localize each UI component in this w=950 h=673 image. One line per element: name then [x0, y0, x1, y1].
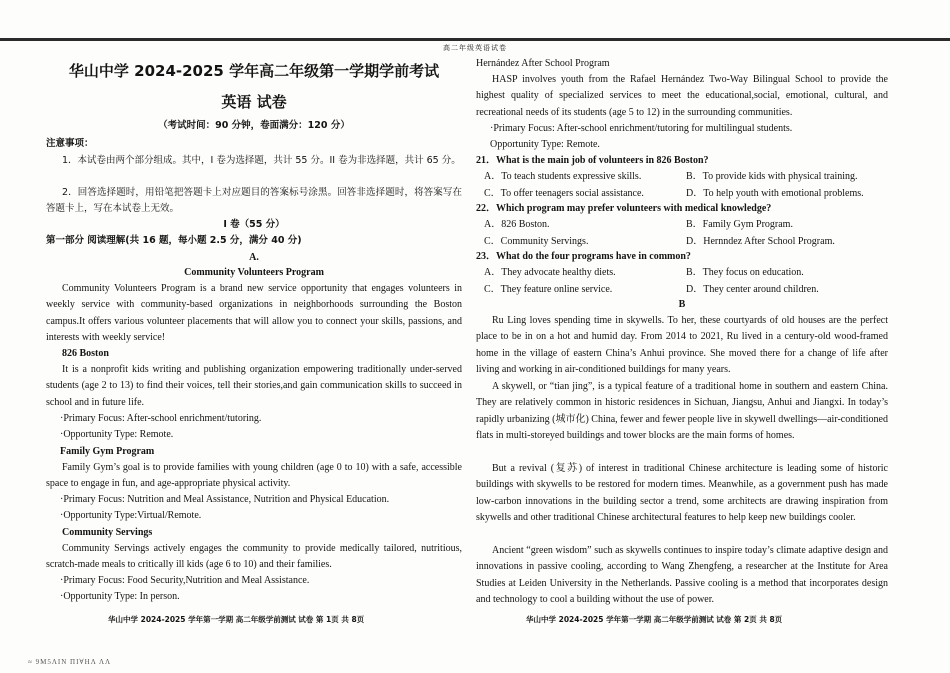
question-22 — [476, 201, 888, 250]
org-hernandez-type: Opportunity Type: Remote. — [490, 139, 600, 150]
passage-b-para-3: But a revival (复苏) of interest in traditional Chinese architecture is leading some of historic buildings with skywells to be restored for modern times. Meanwhile, as a government push has made low-carbon innovations in the building sector a trend, some architects are drawing inspiration from skywells and other traditional Chinese architectural features to help keep new buildings cooler. — [476, 463, 888, 524]
org-community-servings-heading: Community Servings — [62, 527, 153, 538]
question-23 — [476, 249, 888, 298]
option-d[interactable]: D．Hernndez After School Program. — [686, 235, 835, 247]
option-a[interactable]: A．To teach students expressive skills. — [484, 171, 642, 183]
page-footer-2: 华山中学 2024-2025 学年第一学期 高二年级学前测试 试卷 第 2页 共 8页 — [526, 615, 783, 624]
question-23-options-row2 — [476, 282, 888, 298]
question-21-stem: 21．What is the main job of volunteers in 826 Boston? — [476, 155, 709, 166]
passage-b-para-4: Ancient “green wisdom” such as skywells continues to inspire today’s climate adaptive design and innovations in passive cooling, according to Wang Zhengfeng, a researcher at the Institute for Area Studies at Leiden University in the Netherlands. Passive cooling is a method that incorporates design and technology to cool a building without the use of power. — [476, 545, 888, 606]
org-family-gym-heading: Family Gym Program — [60, 446, 155, 457]
question-22-stem: 22．Which program may prefer volunteers with medical knowledge? — [476, 203, 772, 214]
org-community-servings-type: ·Opportunity Type: In person. — [60, 591, 180, 602]
option-a[interactable]: A．826 Boston. — [484, 219, 550, 231]
org-hernandez-heading: Hernández After School Program — [476, 58, 610, 69]
option-c[interactable]: C．Community Servings. — [484, 235, 589, 247]
passage-title: Community Volunteers Program — [184, 267, 324, 278]
option-d[interactable]: D．To help youth with emotional problems. — [686, 187, 864, 199]
scan-artifact-text: ≈ 9M5ΛΙΝ ΠΙ∀ΗΛ ΛΛ — [28, 658, 112, 666]
org-community-servings-focus: ·Primary Focus: Food Security,Nutrition and Meal Assistance. — [60, 575, 310, 586]
option-a[interactable]: A．They advocate healthy diets. — [484, 267, 616, 279]
section-title: I 卷（55 分） — [223, 219, 285, 230]
question-23-stem: 23．What do the four programs have in common? — [476, 251, 691, 262]
org-826-boston-type: ·Opportunity Type: Remote. — [60, 429, 174, 440]
org-family-gym-desc: Family Gym’s goal is to provide families with young children (age 0 to 10) with a safe, accessible space to engage in fun, and age-appropriate physical activity. — [46, 462, 462, 490]
option-b[interactable]: B．To provide kids with physical training. — [686, 171, 858, 183]
option-c[interactable]: C．They feature online service. — [484, 283, 613, 295]
org-family-gym-focus: ·Primary Focus: Nutrition and Meal Assistance, Nutrition and Physical Education. — [60, 494, 390, 505]
passage-intro: Community Volunteers Program is a brand new service opportunity that engages volunteers in weekly service with community-based organizations in neighborhoods surrounding the Boston campus.It offers various volunteer placements that will allow you to connect your skills, passions, and interests with weekly service! — [46, 283, 462, 344]
notice-title: 注意事项： — [46, 138, 94, 149]
page-footer-1: 华山中学 2024-2025 学年第一学期 高二年级学前测试 试卷 第 1页 共 8页 — [108, 615, 365, 624]
question-22-options-row1 — [476, 217, 888, 233]
option-b[interactable]: B．Family Gym Program. — [686, 219, 793, 231]
scan-edge — [0, 38, 950, 41]
passage-b-para-2: A skywell, or “tian jing”, is a typical feature of a traditional home in southern and eastern China. They are relatively common in historic residences in Sichuan, Jiangsu, Anhui and Jiangxi. In today’s rapidly urbanizing (城市化) China, fewer and fewer people live in skywell dwellings—air-conditioned flats in multi-storeyed buildings and tower blocks are the main forms of homes. — [476, 381, 888, 442]
part-title: 第一部分 阅读理解(共 16 题，每小题 2.5 分，满分 40 分) — [46, 235, 302, 246]
top-header-label: 高二年级英语试卷 — [443, 44, 507, 52]
exam-subject: 英语 试卷 — [221, 93, 287, 111]
option-c[interactable]: C．To offer teenagers social assistance. — [484, 187, 644, 199]
org-family-gym-type: ·Opportunity Type:Virtual/Remote. — [60, 510, 202, 521]
passage-letter: A. — [249, 252, 259, 263]
option-b[interactable]: B．They focus on education. — [686, 267, 804, 279]
passage-b-letter: B — [678, 299, 686, 310]
org-826-boston-heading: 826 Boston — [62, 348, 109, 359]
notice-item-2: 2．回答选择题时，用铅笔把答题卡上对应题目的答案标号涂黑。回答非选择题时，将答案写在答题卡上，写在本试卷上无效。 — [46, 187, 462, 215]
question-23-options-row1 — [476, 265, 888, 281]
option-d[interactable]: D．They center around children. — [686, 283, 819, 295]
question-22-options-row2 — [476, 234, 888, 250]
exam-info: （考试时间：90 分钟，卷面满分：120 分） — [158, 120, 350, 131]
org-826-boston-focus: ·Primary Focus: After-school enrichment/tutoring. — [60, 413, 262, 424]
org-826-boston-desc: It is a nonprofit kids writing and publishing organization empowering traditionally under-served students (age 2 to 13) to find their voices, tell their stories,and gain communication skills to succeed in school and in future life. — [46, 364, 462, 408]
passage-b-para-1: Ru Ling loves spending time in skywells. To her, these courtyards of old houses are the perfect place to be in on a hot and humid day. From 2014 to 2021, Ru lived in a century-old wood-framed home in the village of eastern China’s Anhui province. She moved there for a change of life after living and working in air-conditioned buildings for many years. — [476, 315, 888, 376]
org-community-servings-desc: Community Servings actively engages the community to provide medically tailored, nutritious, scratch-made meals to critically ill kids (age 6 to 10) and their families. — [46, 543, 462, 571]
exam-title: 华山中学 2024-2025 学年高二年级第一学期学前考试 — [68, 62, 440, 80]
question-21-options-row2 — [476, 186, 888, 202]
notice-item-1: 1．本试卷由两个部分组成。其中，I 卷为选择题，共计 55 分。II 卷为非选择题，共计 65 分。 — [62, 155, 461, 166]
question-21-options-row1 — [476, 169, 888, 185]
org-hernandez-desc: HASP involves youth from the Rafael Hernández Two-Way Bilingual School to provide the highest quality of specialized services to meet the educational,social, emotional, cultural, and recreational needs of its students (age 5 to 12) in the surrounding communities. — [476, 74, 888, 118]
org-hernandez-focus: ·Primary Focus: After-school enrichment/tutoring for multilingual students. — [490, 123, 793, 134]
question-21 — [476, 153, 888, 202]
